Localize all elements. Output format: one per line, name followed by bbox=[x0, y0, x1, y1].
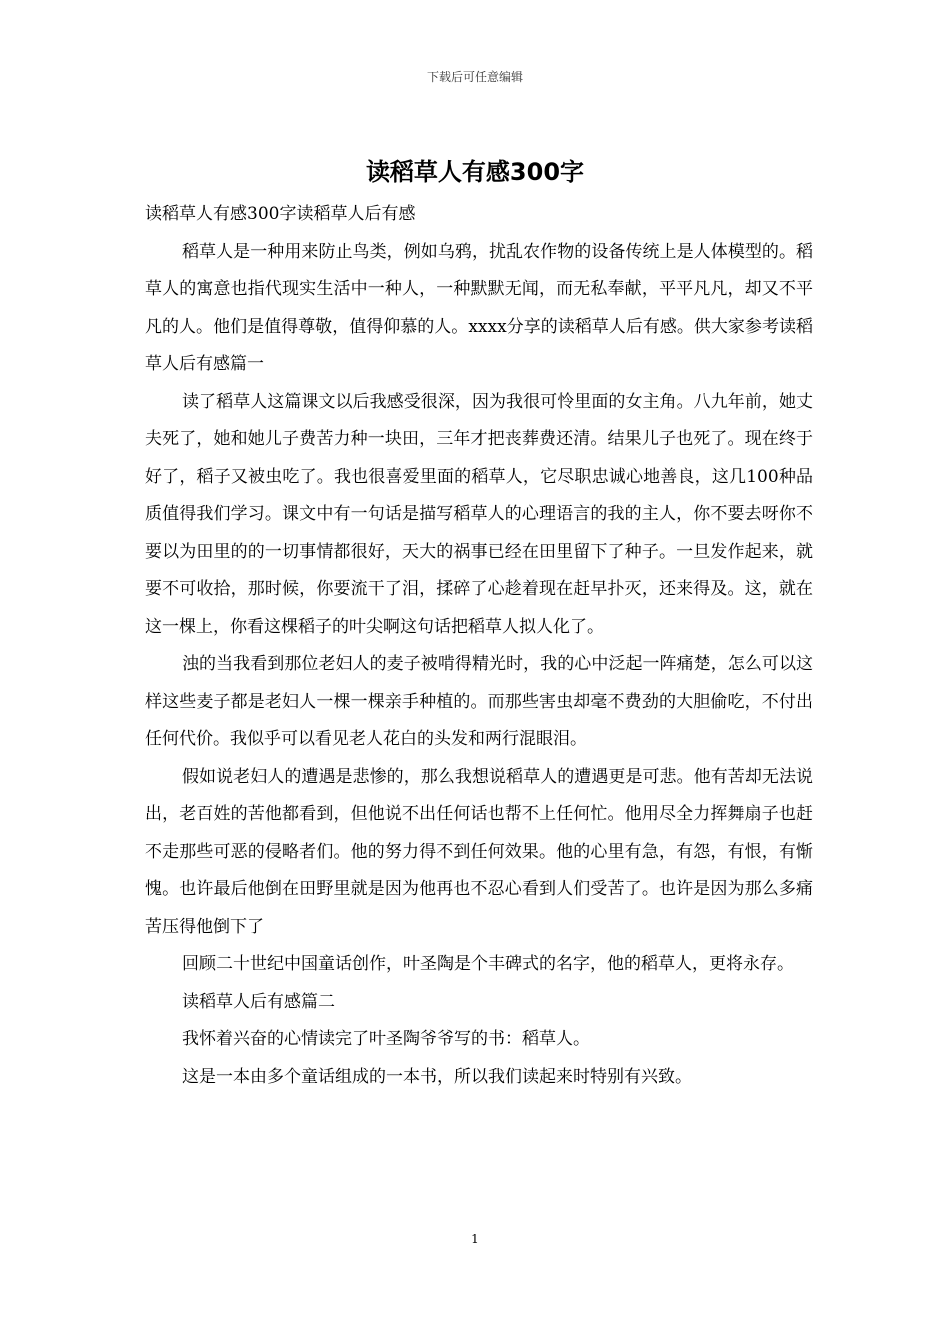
body-paragraph: 这是一本由多个童话组成的一本书，所以我们读起来时特别有兴致。 bbox=[182, 1066, 692, 1087]
body-paragraph: 我怀着兴奋的心情读完了叶圣陶爷爷写的书：稻草人。 bbox=[182, 1029, 590, 1049]
intro-paragraph: 稻草人是一种用来防止鸟类，例如乌鸦，扰乱农作物的设备传统上是人体模型的。稻草人的寓意也指代现实生活中一种人，一种默默无闻，而无私奉献，平平凡凡，却又不平凡的人。他们是值得尊敬，值得仰慕的人。xxxx分享的读稻草人后有感。供大家参考读稻草人后有感篇一 bbox=[145, 241, 813, 374]
page-number: 1 bbox=[471, 1232, 479, 1246]
subtitle-paragraph: 读稻草人有感300字读稻草人后有感 bbox=[145, 204, 416, 224]
body-paragraph: 假如说老妇人的遭遇是悲惨的，那么我想说稻草人的遭遇更是可悲。他有苦却无法说出，老百姓的苦他都看到，但他说不出任何话也帮不上任何忙。他用尽全力挥舞扇子也赶不走那些可恶的侵略者们。他的努力得不到任何效果。他的心里有急，有怨，有恨，有惭愧。也许最后他倒在田野里就是因为他再也不忍心看到人们受苦了。也许是因为那么多痛苦压得他倒下了 bbox=[145, 766, 813, 937]
section-heading: 读稻草人后有感篇二 bbox=[182, 991, 335, 1012]
header-note: 下载后可任意编辑 bbox=[426, 70, 523, 84]
body-paragraph: 浊的当我看到那位老妇人的麦子被啃得精光时，我的心中泛起一阵痛楚，怎么可以这样这些麦子都是老妇人一棵一棵亲手种植的。而那些害虫却毫不费劲的大胆偷吃，不付出任何代价。我似乎可以看见老人花白的头发和两行混眼泪。 bbox=[145, 654, 813, 749]
body-paragraph: 回顾二十世纪中国童话创作，叶圣陶是个丰碑式的名字，他的稻草人，更将永存。 bbox=[182, 954, 794, 974]
body-paragraph: 读了稻草人这篇课文以后我感受很深，因为我很可怜里面的女主角。八九年前，她丈夫死了，她和她儿子费苦力种一块田，三年才把丧葬费还清。结果儿子也死了。现在终于好了，稻子又被虫吃了。我也很喜爱里面的稻草人，它尽职忠诚心地善良，这几100种品质值得我们学习。课文中有一句话是描写稻草人的心理语言的我的主人，你不要去呀你不要以为田里的的一切事情都很好，天大的祸事已经在田里留下了种子。一旦发作起来，就要不可收拾，那时候，你要流干了泪，揉碎了心趁着现在赶早扑灭，还来得及。这，就在这一棵上，你看这棵稻子的叶尖啊这句话把稻草人拟人化了。 bbox=[145, 391, 813, 637]
document-body bbox=[145, 196, 813, 1096]
page-title: 读稻草人有感300字 bbox=[365, 158, 585, 186]
